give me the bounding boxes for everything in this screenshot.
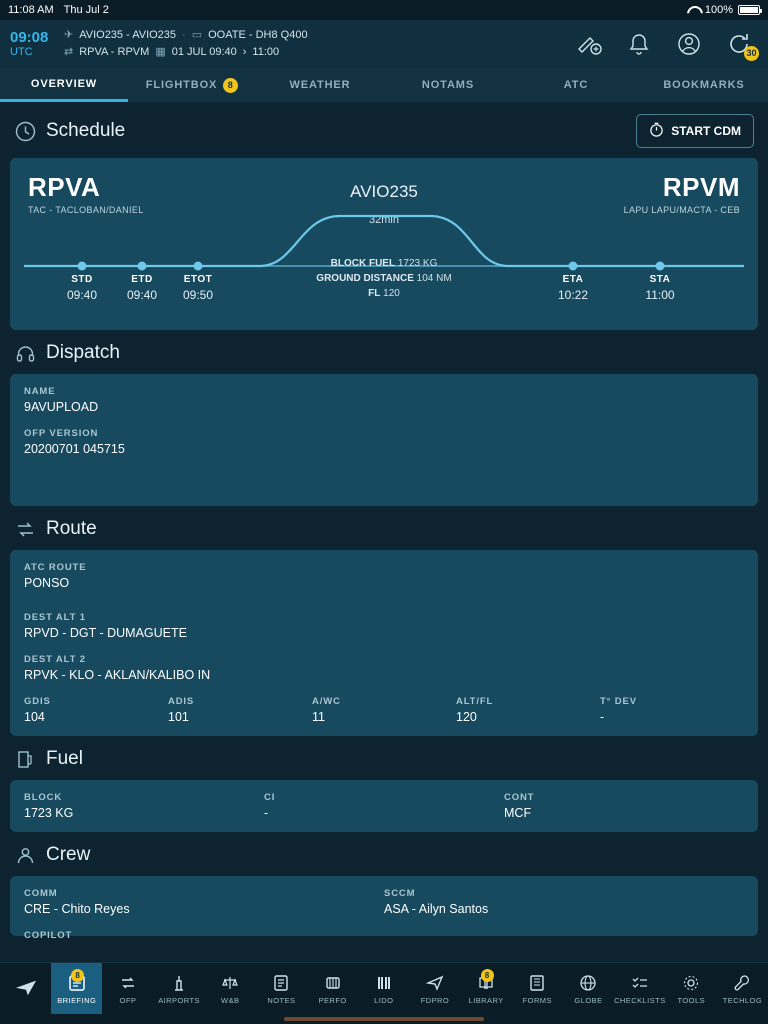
toolbar-item-fdpro[interactable] bbox=[409, 963, 460, 1014]
fuel-title: Fuel bbox=[46, 748, 83, 769]
block-fuel-label: BLOCK FUEL bbox=[330, 258, 396, 269]
timepoint-etot-key: ETOT bbox=[183, 274, 213, 285]
toolbar-item-notes[interactable] bbox=[256, 963, 307, 1014]
route-metric-altfl bbox=[456, 696, 600, 724]
route-metric-tdev-label: T° DEV bbox=[600, 696, 637, 707]
toolbar-item-library[interactable] bbox=[461, 963, 512, 1014]
tab-atc[interactable] bbox=[512, 68, 640, 102]
toolbar-label-checklists: CHECKLISTS bbox=[614, 995, 666, 1005]
block-fuel-value: 1723 KG bbox=[397, 258, 438, 269]
crew-title: Crew bbox=[46, 844, 91, 865]
toolbar-label-airports: AIRPORTS bbox=[158, 995, 200, 1005]
aircraft-icon: ▭ bbox=[191, 28, 203, 41]
toolbar-item-wb[interactable] bbox=[205, 963, 256, 1014]
fuel-metric-cont-value: MCF bbox=[504, 806, 532, 820]
timepoint-sta bbox=[628, 274, 692, 302]
route-metric-gdis-value: 104 bbox=[24, 710, 45, 724]
toolbar-label-perfo: PERFO bbox=[318, 995, 347, 1005]
dispatch-section-header bbox=[0, 330, 768, 374]
fdpro-send-icon bbox=[426, 973, 444, 993]
sync-refresh-icon[interactable] bbox=[726, 31, 757, 58]
schedule-card bbox=[10, 158, 758, 330]
crew-sccm-label: SCCM bbox=[384, 888, 416, 899]
status-time: 11:08 AM bbox=[8, 4, 54, 16]
crew-row bbox=[24, 888, 744, 941]
toolbar-badge-library: 8 bbox=[481, 969, 494, 982]
airplane-icon bbox=[15, 977, 37, 997]
route-metric-awc-label: A/WC bbox=[312, 696, 341, 707]
atc-route-field bbox=[24, 562, 744, 590]
tab-bookmarks[interactable] bbox=[640, 68, 768, 102]
crew-copilot-label: COPILOT bbox=[24, 930, 73, 941]
route-metric-awc-value: 11 bbox=[312, 710, 325, 724]
fuel-pump-icon bbox=[14, 748, 36, 770]
globe-icon bbox=[579, 973, 597, 993]
crew-section-header bbox=[0, 832, 768, 876]
start-cdm-button[interactable] bbox=[636, 114, 754, 148]
stopwatch-icon bbox=[649, 122, 664, 140]
route-metric-tdev bbox=[600, 696, 744, 724]
route-swap-icon bbox=[14, 518, 36, 540]
timepoint-std-key: STD bbox=[71, 274, 93, 285]
arrival-time: 11:00 bbox=[252, 46, 280, 58]
toolbar-label-tools: TOOLS bbox=[677, 995, 706, 1005]
crew-sccm-field bbox=[384, 888, 744, 941]
toolbar-item-tools[interactable] bbox=[666, 963, 717, 1014]
toolbar-label-lido: LIDO bbox=[374, 995, 394, 1005]
crew-person-icon bbox=[14, 844, 36, 866]
tab-bookmarks-label: BOOKMARKS bbox=[663, 79, 745, 91]
tab-flightbox-badge: 8 bbox=[223, 78, 238, 93]
techlog-wrench-icon bbox=[733, 973, 751, 993]
route-metric-adis bbox=[168, 696, 312, 724]
toolbar-item-checklists[interactable] bbox=[614, 963, 666, 1014]
utc-clock bbox=[10, 29, 56, 59]
toolbar-item-airplane[interactable] bbox=[0, 963, 51, 1014]
route-metric-altfl-value: 120 bbox=[456, 710, 477, 724]
dest-alt-1-field bbox=[24, 612, 744, 640]
dest-alt-2-label: DEST ALT 2 bbox=[24, 654, 86, 665]
ios-status-bar bbox=[0, 0, 768, 20]
tools-gear-icon bbox=[682, 973, 700, 993]
schedule-title: Schedule bbox=[46, 120, 126, 141]
dispatch-ofp-value: 20200701 045715 bbox=[24, 442, 125, 456]
timepoint-etd-value: 09:40 bbox=[126, 288, 158, 302]
aircraft-identifier: OOATE - DH8 Q400 bbox=[208, 28, 308, 41]
timepoint-etot bbox=[166, 274, 230, 302]
flight-profile-graphic bbox=[10, 158, 758, 330]
toolbar-item-briefing[interactable] bbox=[51, 963, 102, 1014]
crew-comm-label: COMM bbox=[24, 888, 58, 899]
utc-label: UTC bbox=[10, 46, 33, 59]
toolbar-item-airports[interactable] bbox=[154, 963, 205, 1014]
toolbar-item-lido[interactable] bbox=[358, 963, 409, 1014]
battery-icon bbox=[738, 5, 760, 15]
top-action-icons bbox=[576, 31, 758, 57]
origin-code: RPVA bbox=[28, 172, 101, 202]
utc-time: 09:08 bbox=[10, 29, 49, 47]
toolbar-label-wb: W&B bbox=[221, 995, 240, 1005]
perfo-icon bbox=[324, 973, 342, 993]
ground-distance-label: GROUND DISTANCE bbox=[316, 273, 414, 284]
wifi-icon bbox=[687, 5, 700, 15]
toolbar-label-techlog: TECHLOG bbox=[722, 995, 763, 1005]
toolbar-item-ofp[interactable] bbox=[102, 963, 153, 1014]
pencil-edit-icon[interactable] bbox=[576, 31, 602, 57]
dispatch-title: Dispatch bbox=[46, 342, 120, 363]
flight-summary[interactable]: ✈ AVIO235 - AVIO235 · ▭ OOATE - DH8 Q400 ⇄ RPVA - RPVM ▦ 01 JUL 09:40 › 11:00 bbox=[64, 27, 308, 61]
crew-comm-value: CRE - Chito Reyes bbox=[24, 902, 130, 916]
main-tabs bbox=[0, 68, 768, 102]
fuel-metric-block bbox=[24, 792, 264, 820]
toolbar-item-forms[interactable] bbox=[512, 963, 563, 1014]
fuel-metric-cont-label: CONT bbox=[504, 792, 535, 803]
fuel-metric-ci bbox=[264, 792, 504, 820]
route-metric-gdis-label: GDIS bbox=[24, 696, 51, 707]
timepoint-eta bbox=[541, 274, 605, 302]
destination-code: RPVM bbox=[662, 172, 740, 202]
dispatch-card bbox=[10, 374, 758, 506]
fuel-metric-cont bbox=[504, 792, 744, 820]
toolbar-label-forms: FORMS bbox=[522, 995, 552, 1005]
timepoint-etd bbox=[110, 274, 174, 302]
fuel-metrics bbox=[24, 792, 744, 820]
route-metric-adis-value: 101 bbox=[168, 710, 189, 724]
dispatch-name-value: 9AVUPLOAD bbox=[24, 400, 99, 414]
home-indicator[interactable] bbox=[0, 1014, 768, 1024]
toolbar-item-perfo[interactable] bbox=[307, 963, 358, 1014]
bottom-toolbar bbox=[0, 962, 768, 1014]
user-account-icon[interactable] bbox=[676, 31, 702, 57]
dest-alt-1-label: DEST ALT 1 bbox=[24, 612, 86, 623]
ofp-icon bbox=[119, 973, 137, 993]
dispatch-name-field bbox=[24, 386, 744, 414]
route-metric-tdev-value: - bbox=[600, 710, 605, 724]
tab-weather[interactable] bbox=[256, 68, 384, 102]
timepoint-etd-key: ETD bbox=[131, 274, 153, 285]
checklist-icon bbox=[631, 973, 649, 993]
route-metric-gdis bbox=[24, 696, 168, 724]
toolbar-label-briefing: BRIEFING bbox=[57, 995, 97, 1005]
dispatch-ofp-field bbox=[24, 428, 744, 456]
weight-balance-icon bbox=[221, 973, 239, 993]
tab-notams[interactable] bbox=[384, 68, 512, 102]
flight-identifier: AVIO235 - AVIO235 bbox=[79, 28, 177, 41]
atc-route-label: ATC ROUTE bbox=[24, 562, 87, 573]
overview-content[interactable] bbox=[0, 102, 768, 962]
route-metric-awc bbox=[312, 696, 456, 724]
dispatch-name-label: NAME bbox=[24, 386, 56, 397]
route-icon: ⇄ bbox=[64, 46, 74, 58]
timepoint-std bbox=[50, 274, 114, 302]
schedule-duration: 32min bbox=[369, 214, 399, 226]
route-card bbox=[10, 550, 758, 736]
schedule-flight-number: AVIO235 bbox=[350, 182, 418, 201]
battery-percent: 100% bbox=[704, 4, 733, 16]
timepoint-sta-key: STA bbox=[649, 274, 671, 285]
fuel-section-header bbox=[0, 736, 768, 780]
bell-icon[interactable] bbox=[626, 31, 652, 57]
notes-icon bbox=[272, 973, 290, 993]
tab-notams-label: NOTAMS bbox=[421, 79, 475, 91]
crew-sccm-value: ASA - Ailyn Santos bbox=[384, 902, 489, 916]
fl-value: 120 bbox=[383, 288, 400, 299]
toolbar-label-fdpro: FDPRO bbox=[420, 995, 450, 1005]
crew-comm-field bbox=[24, 888, 384, 941]
fuel-metric-ci-value: - bbox=[264, 806, 269, 820]
toolbar-item-globe[interactable] bbox=[563, 963, 614, 1014]
fuel-metric-ci-label: CI bbox=[264, 792, 276, 803]
toolbar-item-techlog[interactable] bbox=[717, 963, 768, 1014]
headset-icon bbox=[14, 342, 36, 364]
ground-distance-value: 104 NM bbox=[416, 273, 452, 284]
fuel-card bbox=[10, 780, 758, 832]
fuel-metric-block-value: 1723 KG bbox=[24, 806, 74, 820]
route-section-header bbox=[0, 506, 768, 550]
flight-context-bar bbox=[0, 20, 768, 68]
start-cdm-label: START CDM bbox=[671, 124, 741, 138]
timepoint-std-value: 09:40 bbox=[66, 288, 98, 302]
route-metric-adis-label: ADIS bbox=[168, 696, 195, 707]
dest-alt-1-value: RPVD - DGT - DUMAGUETE bbox=[24, 626, 187, 640]
tab-flightbox-label: FLIGHTBOX bbox=[145, 79, 218, 91]
fl-label: FL bbox=[368, 288, 381, 299]
tab-overview[interactable] bbox=[0, 68, 128, 102]
clock-icon bbox=[14, 120, 36, 142]
timepoint-sta-value: 11:00 bbox=[645, 288, 675, 302]
forms-icon bbox=[528, 973, 546, 993]
dispatch-ofp-label: OFP VERSION bbox=[24, 428, 99, 439]
timepoint-etot-value: 09:50 bbox=[182, 288, 214, 302]
timepoint-eta-value: 10:22 bbox=[557, 288, 589, 302]
atc-route-value: PONSO bbox=[24, 576, 70, 590]
destination-name: LAPU LAPU/MACTA - CEB bbox=[623, 205, 740, 215]
departure-datetime: 01 JUL 09:40 bbox=[171, 46, 237, 58]
route-metrics bbox=[24, 696, 744, 724]
tab-weather-label: WEATHER bbox=[289, 79, 351, 91]
dest-alt-2-field bbox=[24, 654, 744, 682]
status-date: Thu Jul 2 bbox=[63, 4, 109, 16]
toolbar-label-ofp: OFP bbox=[119, 995, 137, 1005]
route-title: Route bbox=[46, 518, 97, 539]
toolbar-label-notes: NOTES bbox=[267, 995, 296, 1005]
sync-badge: 30 bbox=[744, 46, 759, 61]
tab-flightbox[interactable] bbox=[128, 68, 256, 102]
lido-chart-icon bbox=[375, 973, 393, 993]
toolbar-badge-briefing: 8 bbox=[71, 969, 84, 982]
tab-overview-label: OVERVIEW bbox=[30, 77, 98, 90]
route-metric-altfl-label: ALT/FL bbox=[456, 696, 494, 707]
time-arrow: › bbox=[242, 46, 247, 58]
route-pair: RPVA - RPVM bbox=[79, 46, 150, 58]
schedule-section-header bbox=[0, 102, 768, 158]
airport-tower-icon bbox=[170, 973, 188, 993]
timepoint-eta-key: ETA bbox=[562, 274, 584, 285]
crew-card bbox=[10, 876, 758, 941]
airplane-small-icon: ✈ bbox=[64, 28, 74, 41]
tab-atc-label: ATC bbox=[563, 79, 589, 91]
fuel-metric-block-label: BLOCK bbox=[24, 792, 63, 803]
toolbar-label-globe: GLOBE bbox=[574, 995, 603, 1005]
toolbar-label-library: LIBRARY bbox=[468, 995, 504, 1005]
origin-name: TAC - TACLOBAN/DANIEL bbox=[28, 205, 144, 215]
dest-alt-2-value: RPVK - KLO - AKLAN/KALIBO IN bbox=[24, 668, 211, 682]
calendar-icon: ▦ bbox=[155, 46, 166, 58]
